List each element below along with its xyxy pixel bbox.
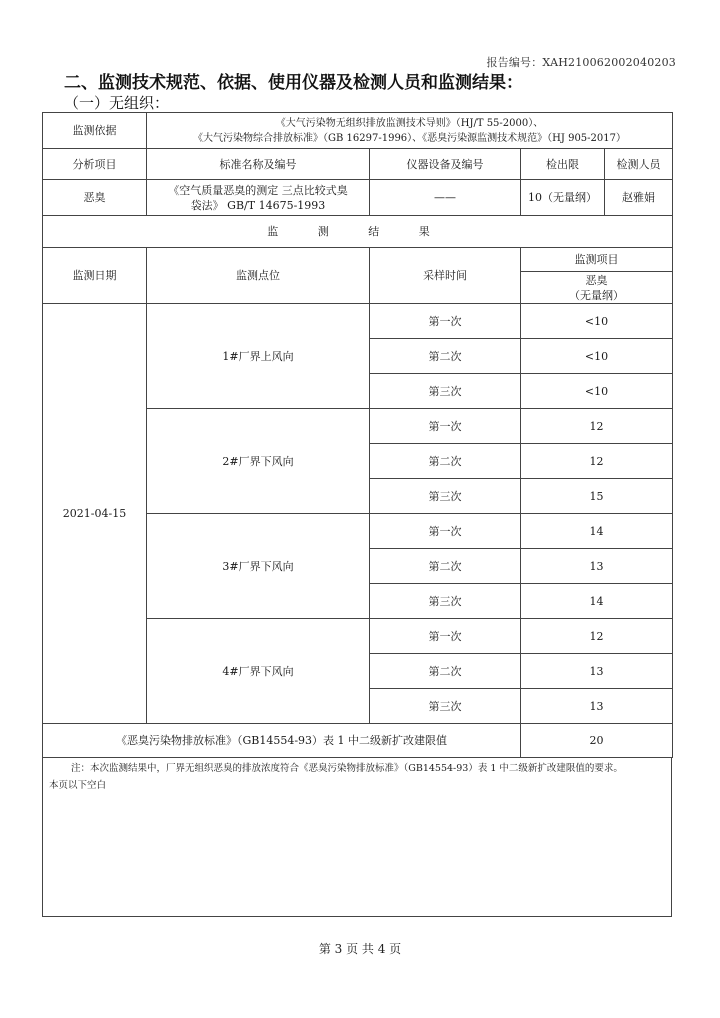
basis-row: [43, 113, 673, 149]
analysis-instrument: ——: [370, 180, 521, 216]
basis-line-2: 《大气污染物综合排放标准》（GB 16297-1996）、《恶臭污染源监测技术规范》（HJ 905-2017）: [193, 132, 626, 144]
pollutant-name: 恶臭: [585, 273, 608, 287]
sample-value: 14: [521, 514, 673, 549]
results-header-point: 监测点位: [147, 248, 370, 304]
results-header-time: 采样时间: [370, 248, 521, 304]
sample-time: 第三次: [370, 374, 521, 409]
sample-time: 第一次: [370, 619, 521, 654]
sample-value: 13: [521, 654, 673, 689]
sample-time: 第三次: [370, 584, 521, 619]
results-header-row-1: [43, 248, 673, 272]
header-instrument: 仪器设备及编号: [370, 149, 521, 180]
analysis-item: 恶臭: [43, 180, 147, 216]
monitor-date: 2021-04-15: [43, 304, 147, 724]
sample-value: <10: [521, 374, 673, 409]
standard-limit-row: [43, 724, 673, 758]
basis-label: 监测依据: [43, 113, 147, 149]
point-name: 1#厂界上风向: [147, 304, 370, 409]
analysis-standard-line-1: 《空气质量恶臭的测定 三点比较式臭: [168, 183, 348, 197]
results-title-row: [43, 216, 673, 248]
monitoring-sheet: [42, 112, 672, 917]
sample-value: 14: [521, 584, 673, 619]
sample-time: 第二次: [370, 339, 521, 374]
monitoring-table: [42, 112, 673, 758]
pollutant-unit: （无量纲）: [569, 288, 624, 302]
analysis-limit: 10（无量纲）: [521, 180, 605, 216]
sample-time: 第一次: [370, 514, 521, 549]
sample-value: 12: [521, 409, 673, 444]
point-name: 4#厂界下风向: [147, 619, 370, 724]
sample-time: 第三次: [370, 689, 521, 724]
header-standard: 标准名称及编号: [147, 149, 370, 180]
analysis-header-row: [43, 149, 673, 180]
sample-time: 第二次: [370, 444, 521, 479]
report-number: 报告编号：XAH210062002040203: [486, 56, 676, 69]
analysis-row: [43, 180, 673, 216]
sample-value: <10: [521, 339, 673, 374]
note-text: 注：本次监测结果中，厂界无组织恶臭的排放浓度符合《恶臭污染物排放标准》（GB14554-93）表 1 中二级新扩改建限值的要求。: [71, 763, 623, 774]
sample-value: 13: [521, 549, 673, 584]
header-limit: 检出限: [521, 149, 605, 180]
results-header-date: 监测日期: [43, 248, 147, 304]
point-name: 2#厂界下风向: [147, 409, 370, 514]
sample-value: 12: [521, 619, 673, 654]
subsection-title: （一）无组织：: [64, 94, 170, 112]
sample-time: 第二次: [370, 654, 521, 689]
standard-limit-label: 《恶臭污染物排放标准》（GB14554-93）表 1 中二级新扩改建限值: [43, 724, 521, 758]
analysis-person: 赵雅娟: [605, 180, 673, 216]
sample-time: 第一次: [370, 409, 521, 444]
header-person: 检测人员: [605, 149, 673, 180]
sample-value: 15: [521, 479, 673, 514]
results-header-project: 监测项目: [521, 248, 673, 272]
sample-value: <10: [521, 304, 673, 339]
sample-time: 第二次: [370, 549, 521, 584]
sample-value: 13: [521, 689, 673, 724]
results-header-pollutant: [521, 272, 673, 304]
header-item: 分析项目: [43, 149, 147, 180]
sample-value: 12: [521, 444, 673, 479]
analysis-standard: [147, 180, 370, 216]
blank-below-note: 本页以下空白: [49, 780, 107, 791]
standard-limit-value: 20: [521, 724, 673, 758]
sample-time: 第三次: [370, 479, 521, 514]
basis-line-1: 《大气污染物无组织排放监测技术导则》（HJ/T 55-2000）、: [275, 117, 544, 129]
section-title: 二、监测技术规范、依据、使用仪器及检测人员和监测结果：: [64, 73, 523, 93]
table-row: [43, 304, 673, 339]
analysis-standard-line-2: 袋法》 GB/T 14675-1993: [190, 198, 326, 212]
basis-content: [147, 113, 673, 149]
sample-time: 第一次: [370, 304, 521, 339]
point-name: 3#厂界下风向: [147, 514, 370, 619]
notes-area: [42, 758, 672, 917]
results-title: 监 测 结 果: [43, 216, 673, 248]
page-footer: 第 3 页 共 4 页: [318, 942, 402, 956]
